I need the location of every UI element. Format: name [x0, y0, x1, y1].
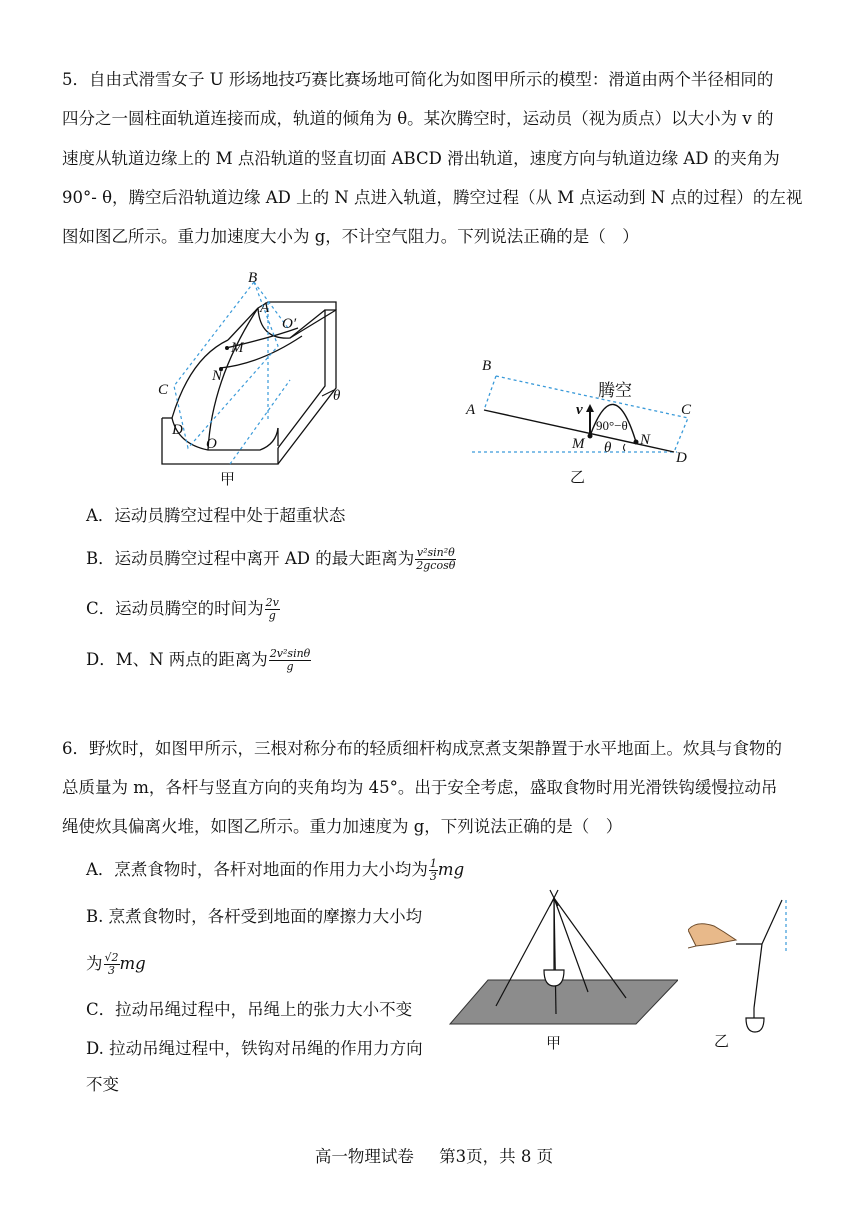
fig-jia-label-theta: θ	[333, 388, 341, 404]
q5-stem-line5: 图如图乙所示。重力加速度大小为 g，不计空气阻力。下列说法正确的是（ ）	[62, 227, 639, 246]
fig-yi-label-theta: θ	[604, 440, 612, 456]
fig-yi-caption: 乙	[570, 470, 586, 486]
q5-option-a: A．运动员腾空过程中处于超重状态	[86, 506, 346, 525]
q5-option-d	[86, 648, 311, 673]
q5-option-d-fraction: $\frac{\text{2v²sinθ}}{g}$	[269, 647, 311, 673]
q6-figure-yi	[688, 896, 798, 1056]
q5-stem-line1: 5．自由式滑雪女子 U 形场地技巧赛比赛场地可简化为如图甲所示的模型：滑道由两个半径相同的	[62, 70, 774, 89]
fig-yi-label-D: D	[676, 450, 687, 466]
q5-stem-line3: 速度从轨道边缘上的 M 点沿轨道的竖直切面 ABCD 滑出轨道，速度方向与轨道边缘 AD 的夹角为	[62, 149, 780, 168]
q5-option-c-text: C．运动员腾空的时间为	[86, 599, 264, 618]
q6-option-b-fraction: $\frac{√2}{3}$	[104, 951, 119, 977]
q6-option-a-text: A．烹煮食物时，各杆对地面的作用力大小均为	[86, 860, 428, 879]
q6-option-b-text: 为	[86, 954, 103, 973]
fig-yi-angle-label: 90°−θ	[596, 418, 628, 433]
fig-jia-caption: 甲	[220, 472, 236, 488]
q6-stem-line1: 6．野炊时，如图甲所示，三根对称分布的轻质细杆构成烹煮支架静置于水平地面上。炊具与食物的	[62, 739, 782, 758]
q5-figure-jia	[150, 268, 365, 496]
fig-yi-label-v: v	[576, 402, 583, 418]
q5-option-b	[86, 547, 456, 572]
q6-fig-yi-caption: 乙	[714, 1034, 730, 1050]
q5-option-b-fraction: $\frac{\text{v²sin²θ}}{2gcos\theta}$	[416, 546, 456, 572]
q6-option-a	[86, 858, 464, 883]
q5-figure-yi	[462, 350, 707, 490]
q5-option-d-text: D．M、N 两点的距离为	[86, 650, 268, 669]
fig-jia-label-C: C	[158, 382, 169, 398]
q5-option-b-text: B．运动员腾空过程中离开 AD 的最大距离为	[86, 549, 415, 568]
fig-jia-label-M: M	[231, 340, 244, 356]
q6-option-b-unit: mg	[119, 954, 146, 973]
q6-stem-line3: 绳使炊具偏离火堆，如图乙所示。重力加速度为 g，下列说法正确的是（ ）	[62, 817, 623, 836]
q5-option-c	[86, 597, 280, 622]
fig-yi-label-N: N	[640, 432, 651, 448]
q6-option-d-line2: 不变	[86, 1075, 119, 1094]
q6-option-b-line1: B. 烹煮食物时，各杆受到地面的摩擦力大小均	[86, 907, 423, 926]
fig-yi-title: 腾空	[598, 381, 632, 400]
q6-option-a-fraction: $\frac{1}{3}$	[429, 857, 437, 883]
q6-stem-line2: 总质量为 m，各杆与竖直方向的夹角均为 45°。出于安全考虑，盛取食物时用光滑铁钩缓慢拉动吊	[62, 778, 778, 797]
fig-yi-label-B: B	[482, 358, 492, 374]
q5-option-c-fraction: $\frac{2v}{g}$	[265, 596, 279, 622]
fig-jia-label-Oprime: O′	[282, 316, 297, 332]
q6-option-d-line1: D. 拉动吊绳过程中，铁钩对吊绳的作用力方向	[86, 1039, 423, 1058]
page-footer	[0, 1143, 868, 1167]
fig-yi-label-M: M	[572, 436, 585, 452]
q6-option-b-line2	[86, 952, 146, 977]
fig-jia-label-D: D	[172, 422, 183, 438]
fig-jia-label-N: N	[212, 368, 223, 384]
fig-jia-label-A: A	[260, 300, 270, 316]
q6-option-a-unit: mg	[437, 860, 465, 879]
q6-fig-jia-caption: 甲	[546, 1036, 562, 1052]
fig-jia-label-B: B	[248, 270, 258, 286]
fig-jia-label-O: O	[206, 436, 217, 452]
q6-figure-jia	[448, 888, 678, 1058]
q5-stem-line4: 90°- θ，腾空后沿轨道边缘 AD 上的 N 点进入轨道，腾空过程（从 M 点运动到 N 点的过程）的左视	[62, 188, 803, 207]
footer-subject: 高一物理试卷	[314, 1147, 414, 1166]
fig-yi-label-C: C	[681, 402, 692, 418]
q6-option-c: C．拉动吊绳过程中，吊绳上的张力大小不变	[86, 1000, 413, 1019]
footer-page-number: 第3页，共 8 页	[439, 1147, 554, 1166]
q5-stem-line2: 四分之一圆柱面轨道连接而成，轨道的倾角为 θ。某次腾空时，运动员（视为质点）以大小为 v 的	[62, 109, 774, 128]
fig-yi-label-A: A	[466, 402, 476, 418]
